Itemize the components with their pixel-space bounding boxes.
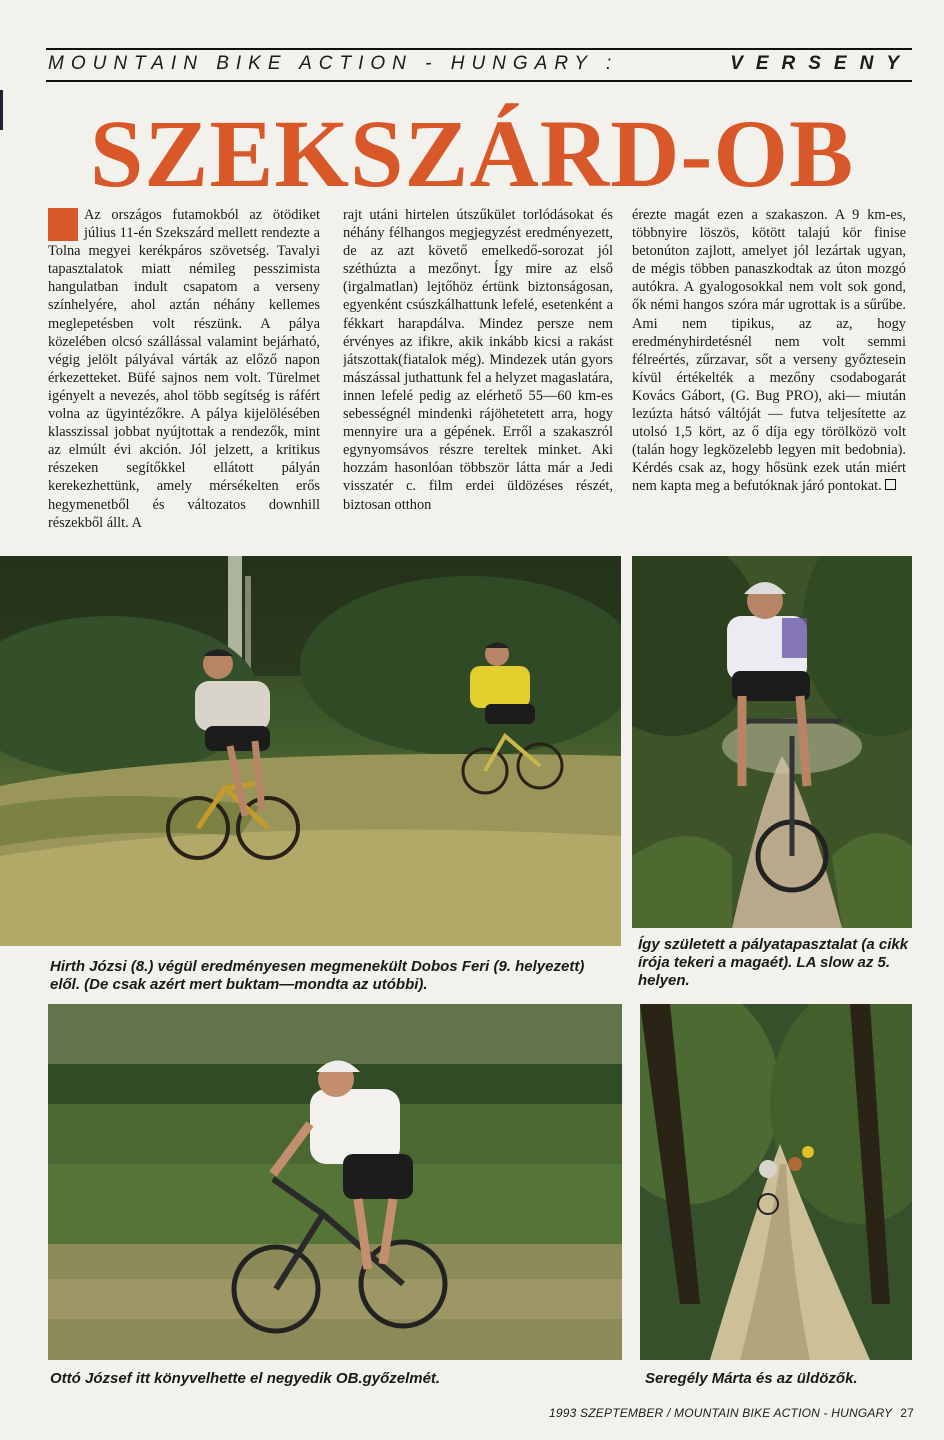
article-column-1 xyxy=(48,206,320,548)
article-headline: SZEKSZÁRD-OB xyxy=(89,100,855,207)
article-column-3 xyxy=(632,206,906,548)
photo-author-riding xyxy=(632,556,912,928)
caption-photo-2: Így született a pályatapasztalat (a cikk írója tekeri a magaét). LA slow az 5. helyen. xyxy=(638,936,909,989)
photo-forest-trail xyxy=(640,1004,912,1360)
end-mark-icon xyxy=(885,479,896,490)
header-magazine-title: MOUNTAIN BIKE ACTION - HUNGARY : xyxy=(48,53,619,74)
photo-winner-riding xyxy=(48,1004,622,1360)
page-number: 27 xyxy=(900,1406,914,1420)
column-1-text: Az országos futamokból az ötödiket július 11-én Szekszárd mellett rendezte a Tolna megyei kerékpáros szövetség. Tavalyi tapasztalatok miatt némileg pesszimista hangulatban indult csapatom a verseny színhelyére, ahol aztán néhány kellemes meglepetésben volt részünk. A pálya közelében olcsó szállással valamint bejárható, végig jelölt pályával várták az előző napon érkezetteket. Büfé sajnos nem volt. Türelmet igényelt a nevezés, ahol több segítség is ráfért volna az ügyintézőkre. A pálya kijelölésében klasszissal jobbat nyújtottak a rendezők, mint az elmúlt évi akción. Jól jelzett, a kritikus részeken segítőkkel ellátott pályán kerekezhettünk, amely mérsékelten erős hegymenetből és változatos downhill részekből állt. A xyxy=(48,207,320,531)
caption-photo-3: Ottó József itt könyvelhette el negyedik OB.győzelmét. xyxy=(50,1370,441,1387)
caption-photo-1: Hirth Józsi (8.) végül eredményesen megmenekült Dobos Feri (9. helyezett) elől. (De csak azért mert buktam—mondta az utóbbi). xyxy=(50,958,585,993)
caption-photo-4: Seregély Márta és az üldözők. xyxy=(645,1370,858,1387)
drop-square-icon xyxy=(48,208,78,241)
column-3-text: érezte magát ezen a szakaszon. A 9 km-es, többnyire löszös, kötött talajú kör finise betonúton zajlott, amelyet jól lezártak ugyan, de mégis többen panaszkodtak az úton mozgó autókra. A gyalogosokkal nem volt sok gond, ők némi hangos szóra már ugrottak is a sűrűbe. Ami nem tipikus, az az, hogy eredményhirdetésnél nem volt semmi félreértés, zűrzavar, sőt a verseny győztesein kívül értékelték a mezőny csodabogarát Kovács Gábort, (G. Bug PRO), aki— miután lezúzta hátsó váltóját — futva teljesítette az utolsó 1,5 kört, az ő díja egy törölközö volt (talán hogy legközelebb legyen mit bedobnia). Kérdés csak az, hogy hősünk ezek után miért nem kapta meg a befutóknak járó pontokat. xyxy=(632,207,906,495)
article-column-2 xyxy=(343,206,613,548)
header-section-label: VERSENY xyxy=(730,53,912,74)
page-footer xyxy=(549,1406,914,1420)
column-2-text: rajt utáni hirtelen útszűkület torlódásokat és néhány félhangos megjegyzést eredményezett, de az azt követő emelkedő-sorozat jól széthúzta a mezőnyt. Így mire az első (irgalmatlan) lejtőhöz értünk biztonságosan, egyenként csúszkálhattunk lefelé, esetenként a fékkart harapdálva. Mindez persze nem érvényes az ifikre, akik inkább kicsi a rakást játszottak(fiatalok még). Mindezek után gyors mászással juthattunk fel a helyzet magaslatára, innen lefelé pedig az elérhető 55—60 km-es sebességnél mindenki rájöhetetett arra, hogy mennyire ura a gépének. Erről a szakaszról egynyomsávos részre tereltek minket. Aki hozzám hasonlóan többször látta már a Jedi visszatér c. film erdei üldözéses részét, biztosan otthon xyxy=(343,207,613,513)
section-header xyxy=(46,48,912,82)
footer-issue: 1993 SZEPTEMBER / MOUNTAIN BIKE ACTION - HUNGARY xyxy=(549,1406,893,1420)
photo-two-riders xyxy=(0,556,621,946)
